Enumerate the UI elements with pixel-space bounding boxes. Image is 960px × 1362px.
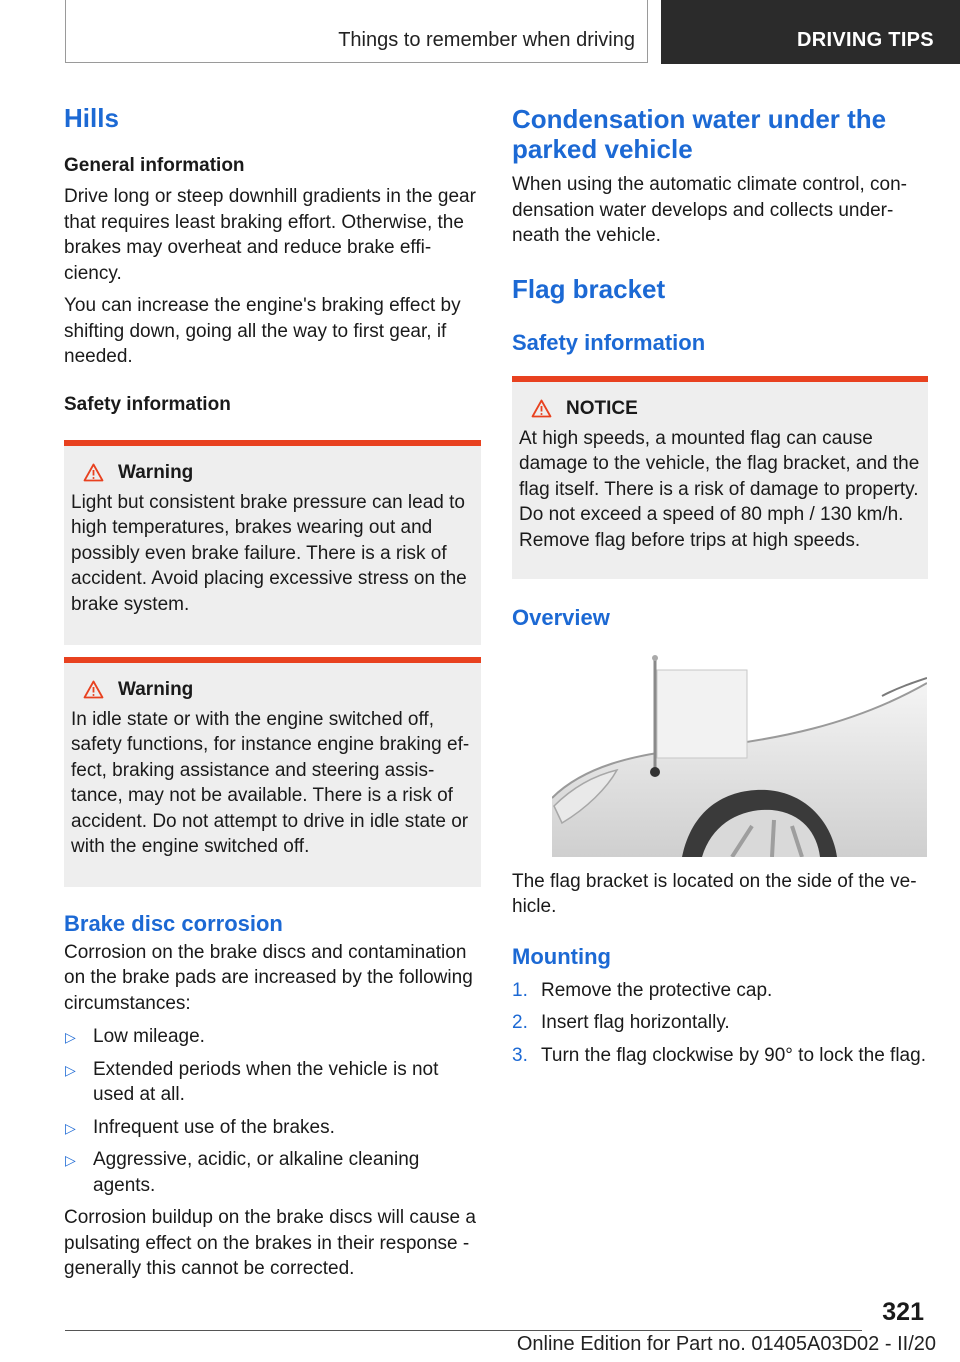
flag-bracket-illustration [552,648,927,857]
warning-text-1: Light but consistent brake pressure can lead to high temperatures, brakes wearing out and possibly even brake failure. There is a risk of accident. Avoid placing excessive stress on the brake system. [71,491,467,615]
overview-heading: Overview [512,604,610,630]
triangle-bullet-icon: ▷ [65,1152,76,1168]
header-chapter-title: DRIVING TIPS [797,29,934,51]
warning-box-2 [64,657,481,887]
safety-info-heading-left: Safety information [64,393,231,415]
general-info-paragraph-1: Drive long or steep downhill gradients in the gear that requires least braking effort. Otherwise, the brakes may overheat and reduce brake effi ciency. [64,186,476,284]
warning-triangle-icon [83,680,104,699]
overview-caption: The flag bracket is located on the side of the ve hicle. [512,870,917,917]
flag-bracket-heading: Flag bracket [512,273,666,304]
corrosion-intro: Corrosion on the brake discs and contamination on the brake pads are increased by the following circumstances: [64,941,473,1014]
corrosion-outro: Corrosion buildup on the brake discs will cause a pulsating effect on the brakes in their response - generally this cannot be corrected. [64,1207,476,1279]
list-item: 1. Remove the protective cap. [512,979,773,1001]
warning-title-2: Warning [118,678,194,700]
condensation-text: When using the automatic climate control, con densation water develops and collects under neath the vehicle. [512,174,907,246]
warning-box-1 [64,440,481,645]
footer-edition: Online Edition for Part no. 01405A03D02 - II/20 [516,1333,936,1355]
notice-text: At high speeds, a mounted flag can cause damage to the vehicle, the flag bracket, and the flag itself. There is a risk of damage to property. Do not exceed a speed of 80 mph / 130 km/h. Remove flag before trips at high speeds. [519,427,920,551]
general-info-paragraph-2: You can increase the engine's braking effect by shifting down, going all the way to first gear, if needed. [64,295,461,367]
mounting-heading: Mounting [512,943,611,969]
warning-text-2: In idle state or with the engine switched off, safety functions, for instance engine braking ef fect, braking assistance and steering assis tance, may not be available. There is a risk of accident. Do not attempt to drive in idle state or with the engine switched off. [71,708,470,857]
warning-title-1: Warning [118,461,194,483]
right-column [512,98,928,1075]
warning-triangle-icon [531,399,552,418]
header-section-title: Things to remember when driving [338,29,635,51]
list-item: 3. Turn the flag clockwise by 90° to lock the flag. [512,1044,926,1066]
general-info-heading: General information [64,155,245,176]
header-chapter-tab [661,0,960,64]
corrosion-list [64,1024,481,1198]
safety-info-heading-right: Safety information [512,329,706,355]
footer-divider [65,1330,862,1331]
list-item: ▷ Infrequent use of the brakes. [64,1115,481,1141]
header-section-box [65,0,648,63]
list-item: 2. Insert flag horizontally. [512,1012,730,1033]
hills-heading: Hills [64,103,119,133]
mounting-steps [512,978,928,1069]
list-item: ▷ Extended periods when the vehicle is not used at all. [65,1058,439,1105]
list-item: ▷ Low mileage. [64,1024,481,1050]
left-column [64,98,481,1282]
list-item: ▷ Aggressive, acidic, or alkaline cleaning agents. [65,1149,420,1196]
brake-disc-corrosion-heading: Brake disc corrosion [64,910,283,936]
triangle-bullet-icon: ▷ [65,1119,76,1136]
condensation-heading: Condensation water under the parked vehicle [512,104,887,164]
notice-box [512,376,928,579]
notice-title: NOTICE [566,397,638,419]
warning-triangle-icon [83,463,104,482]
triangle-bullet-icon: ▷ [65,1061,76,1078]
page-number: 321 [882,1298,924,1326]
triangle-bullet-icon: ▷ [65,1029,76,1045]
car-flag-image [552,648,927,857]
